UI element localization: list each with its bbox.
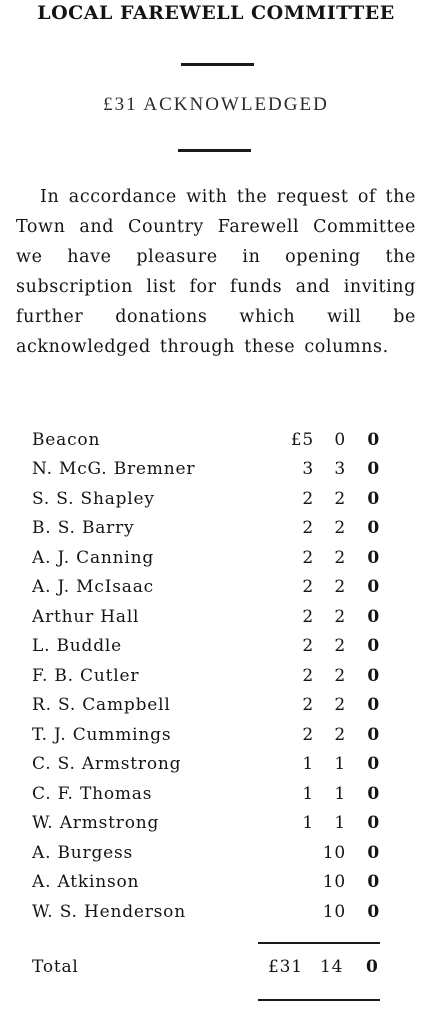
amount-pence: 0 bbox=[367, 872, 380, 893]
total-shillings: 14 bbox=[320, 957, 344, 977]
amount-shillings: 10 bbox=[322, 872, 346, 893]
subscription-row bbox=[32, 897, 380, 927]
amount-shillings: 2 bbox=[334, 577, 346, 598]
amount-shillings: 1 bbox=[334, 813, 346, 834]
subscriber-name: F. B. Cutler bbox=[32, 665, 140, 686]
amount-shillings: 10 bbox=[322, 842, 346, 863]
subscriber-name: S. S. Shapley bbox=[32, 488, 155, 509]
amount-pence: 0 bbox=[367, 695, 380, 716]
subscriber-name: Arthur Hall bbox=[32, 606, 140, 627]
subscription-row bbox=[32, 455, 380, 485]
subscription-row bbox=[32, 720, 380, 750]
amount-pounds bbox=[268, 838, 314, 868]
subscriber-name: A. J. Canning bbox=[32, 547, 155, 568]
amount-pence: 0 bbox=[367, 459, 380, 480]
subscription-row bbox=[32, 661, 380, 691]
subscriber-name: Beacon bbox=[32, 429, 101, 450]
subscription-row bbox=[32, 484, 380, 514]
amount-shillings: 2 bbox=[334, 488, 346, 509]
subscriber-name: T. J. Cummings bbox=[32, 724, 172, 745]
subscriber-name: A. Atkinson bbox=[32, 872, 140, 893]
subscriber-name: R. S. Campbell bbox=[32, 695, 171, 716]
amount-pounds: 1 bbox=[302, 754, 314, 775]
amount-shillings: 1 bbox=[334, 754, 346, 775]
total-lower-rule bbox=[258, 999, 380, 1001]
amount-pence: 0 bbox=[367, 488, 380, 509]
amount-pence: 0 bbox=[367, 577, 380, 598]
amount-pence: 0 bbox=[367, 518, 380, 539]
subscriber-name: W. Armstrong bbox=[32, 813, 160, 834]
amount-pounds: 2 bbox=[302, 665, 314, 686]
article-intro-paragraph: In accordance with the request of the Town and Country Farewell Committee we have pleasure in opening the subscription list for funds and inviting further donations which will be acknowledged through these columns. bbox=[16, 187, 416, 357]
amount-pence: 0 bbox=[367, 813, 380, 834]
subscription-row bbox=[32, 750, 380, 780]
headline-divider bbox=[181, 63, 254, 66]
amount-pence: 0 bbox=[367, 606, 380, 627]
subscriber-name: W. S. Henderson bbox=[32, 901, 186, 922]
amount-pounds bbox=[268, 897, 314, 927]
amount-shillings: 10 bbox=[322, 901, 346, 922]
amount-pounds: 2 bbox=[302, 695, 314, 716]
amount-pence: 0 bbox=[367, 636, 380, 657]
subscription-row bbox=[32, 602, 380, 632]
total-label: Total bbox=[32, 957, 79, 977]
amount-shillings: 2 bbox=[334, 518, 346, 539]
amount-pence: 0 bbox=[367, 547, 380, 568]
article-subheadline: £31 ACKNOWLEDGED bbox=[103, 94, 329, 115]
amount-pounds: £5 bbox=[290, 429, 314, 450]
amount-shillings: 2 bbox=[334, 636, 346, 657]
subscription-row bbox=[32, 838, 380, 868]
amount-pence: 0 bbox=[367, 754, 380, 775]
subheadline-divider bbox=[178, 149, 251, 152]
amount-pounds: 3 bbox=[302, 459, 314, 480]
subscription-row bbox=[32, 779, 380, 809]
subscription-row bbox=[32, 425, 380, 455]
amount-shillings: 2 bbox=[334, 547, 346, 568]
amount-shillings: 2 bbox=[334, 606, 346, 627]
subscriber-name: L. Buddle bbox=[32, 636, 123, 657]
amount-pounds: 2 bbox=[302, 547, 314, 568]
amount-pounds: 1 bbox=[302, 783, 314, 804]
amount-shillings: 2 bbox=[334, 724, 346, 745]
amount-shillings: 2 bbox=[334, 695, 346, 716]
article-headline: LOCAL FAREWELL COMMITTEE bbox=[37, 2, 395, 24]
amount-pounds: 2 bbox=[302, 488, 314, 509]
amount-shillings: 2 bbox=[334, 665, 346, 686]
amount-pounds bbox=[268, 868, 314, 898]
subscriber-name: C. F. Thomas bbox=[32, 783, 153, 804]
amount-pence: 0 bbox=[367, 842, 380, 863]
subscription-row bbox=[32, 514, 380, 544]
subscriber-name: B. S. Barry bbox=[32, 518, 135, 539]
subscriber-name: A. Burgess bbox=[32, 842, 134, 863]
amount-pounds: 2 bbox=[302, 518, 314, 539]
subscriber-name: N. McG. Bremner bbox=[32, 459, 196, 480]
subscription-row bbox=[32, 809, 380, 839]
subscription-list bbox=[32, 425, 380, 927]
subscription-row bbox=[32, 691, 380, 721]
amount-pence: 0 bbox=[367, 901, 380, 922]
amount-pounds: 1 bbox=[302, 813, 314, 834]
amount-pounds: 2 bbox=[302, 724, 314, 745]
total-pounds: £31 bbox=[268, 957, 303, 977]
subscription-row bbox=[32, 632, 380, 662]
amount-pence: 0 bbox=[367, 429, 380, 450]
amount-shillings: 3 bbox=[334, 459, 346, 480]
amount-pounds: 2 bbox=[302, 606, 314, 627]
amount-pounds: 2 bbox=[302, 577, 314, 598]
amount-pence: 0 bbox=[367, 783, 380, 804]
amount-shillings: 1 bbox=[334, 783, 346, 804]
total-pence: 0 bbox=[366, 957, 379, 977]
subscription-row bbox=[32, 573, 380, 603]
subscription-row bbox=[32, 543, 380, 573]
amount-pounds: 2 bbox=[302, 636, 314, 657]
amount-pence: 0 bbox=[367, 724, 380, 745]
subscriber-name: A. J. McIsaac bbox=[32, 577, 154, 598]
amount-pence: 0 bbox=[367, 665, 380, 686]
subscription-row bbox=[32, 868, 380, 898]
amount-shillings: 0 bbox=[334, 429, 346, 450]
subscriber-name: C. S. Armstrong bbox=[32, 754, 182, 775]
total-upper-rule bbox=[258, 942, 380, 944]
